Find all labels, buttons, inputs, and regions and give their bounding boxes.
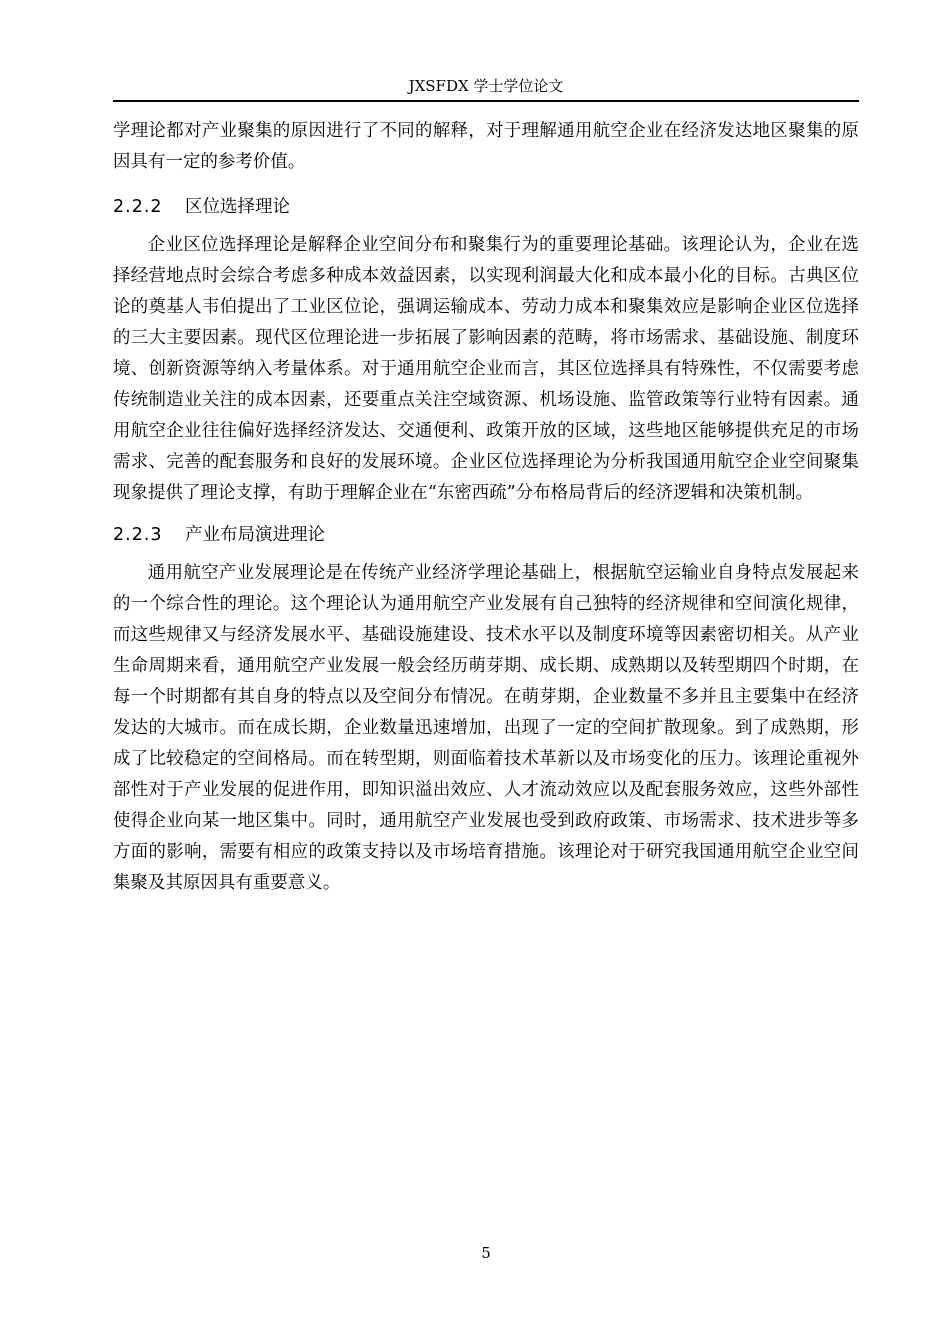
section-title: 区位选择理论 (185, 197, 290, 217)
section-heading-2-2-3 (113, 523, 859, 547)
document-body (113, 116, 859, 899)
section-heading-2-2-2 (113, 195, 859, 219)
page-number: 5 (481, 1244, 491, 1262)
intro-paragraph: 学理论都对产业聚集的原因进行了不同的解释，对于理解通用航空企业在经济发达地区聚集的原因具有一定的参考价值。 (113, 121, 859, 172)
section-2-2-2-paragraph: 企业区位选择理论是解释企业空间分布和聚集行为的重要理论基础。该理论认为，企业在选择经营地点时会综合考虑多种成本效益因素，以实现利润最大化和成本最小化的目标。古典区位论的奠基人韦伯提出了工业区位论，强调运输成本、劳动力成本和聚集效应是影响企业区位选择的三大主要因素。现代区位理论进一步拓展了影响因素的范畴，将市场需求、基础设施、制度环境、创新资源等纳入考量体系。对于通用航空企业而言，其区位选择具有特殊性，不仅需要考虑传统制造业关注的成本因素，还要重点关注空域资源、机场设施、监管政策等行业特有因素。通用航空企业往往偏好选择经济发达、交通便利、政策开放的区域，这些地区能够提供充足的市场需求、完善的配套服务和良好的发展环境。企业区位选择理论为分析我国通用航空企业空间聚集现象提供了理论支撑，有助于理解企业在“东密西疏”分布格局背后的经济逻辑和决策机制。 (113, 235, 859, 503)
section-number: 2.2.2 (113, 197, 163, 217)
page-header-title: JXSFDX 学士学位论文 (408, 77, 564, 95)
header-divider (113, 100, 859, 102)
section-number: 2.2.3 (113, 525, 163, 545)
section-2-2-3-paragraph: 通用航空产业发展理论是在传统产业经济学理论基础上，根据航空运输业自身特点发展起来的一个综合性的理论。这个理论认为通用航空产业发展有自己独特的经济规律和空间演化规律，而这些规律又与经济发展水平、基础设施建设、技术水平以及制度环境等因素密切相关。从产业生命周期来看，通用航空产业发展一般会经历萌芽期、成长期、成熟期以及转型期四个时期，在每一个时期都有其自身的特点以及空间分布情况。在萌芽期，企业数量不多并且主要集中在经济发达的大城市。而在成长期，企业数量迅速增加，出现了一定的空间扩散现象。到了成熟期，形成了比较稳定的空间格局。而在转型期，则面临着技术革新以及市场变化的压力。该理论重视外部性对于产业发展的促进作用，即知识溢出效应、人才流动效应以及配套服务效应，这些外部性使得企业向某一地区集中。同时，通用航空产业发展也受到政府政策、市场需求、技术进步等多方面的影响，需要有相应的政策支持以及市场培育措施。该理论对于研究我国通用航空企业空间集聚及其原因具有重要意义。 (113, 563, 859, 893)
section-title: 产业布局演进理论 (185, 525, 325, 545)
